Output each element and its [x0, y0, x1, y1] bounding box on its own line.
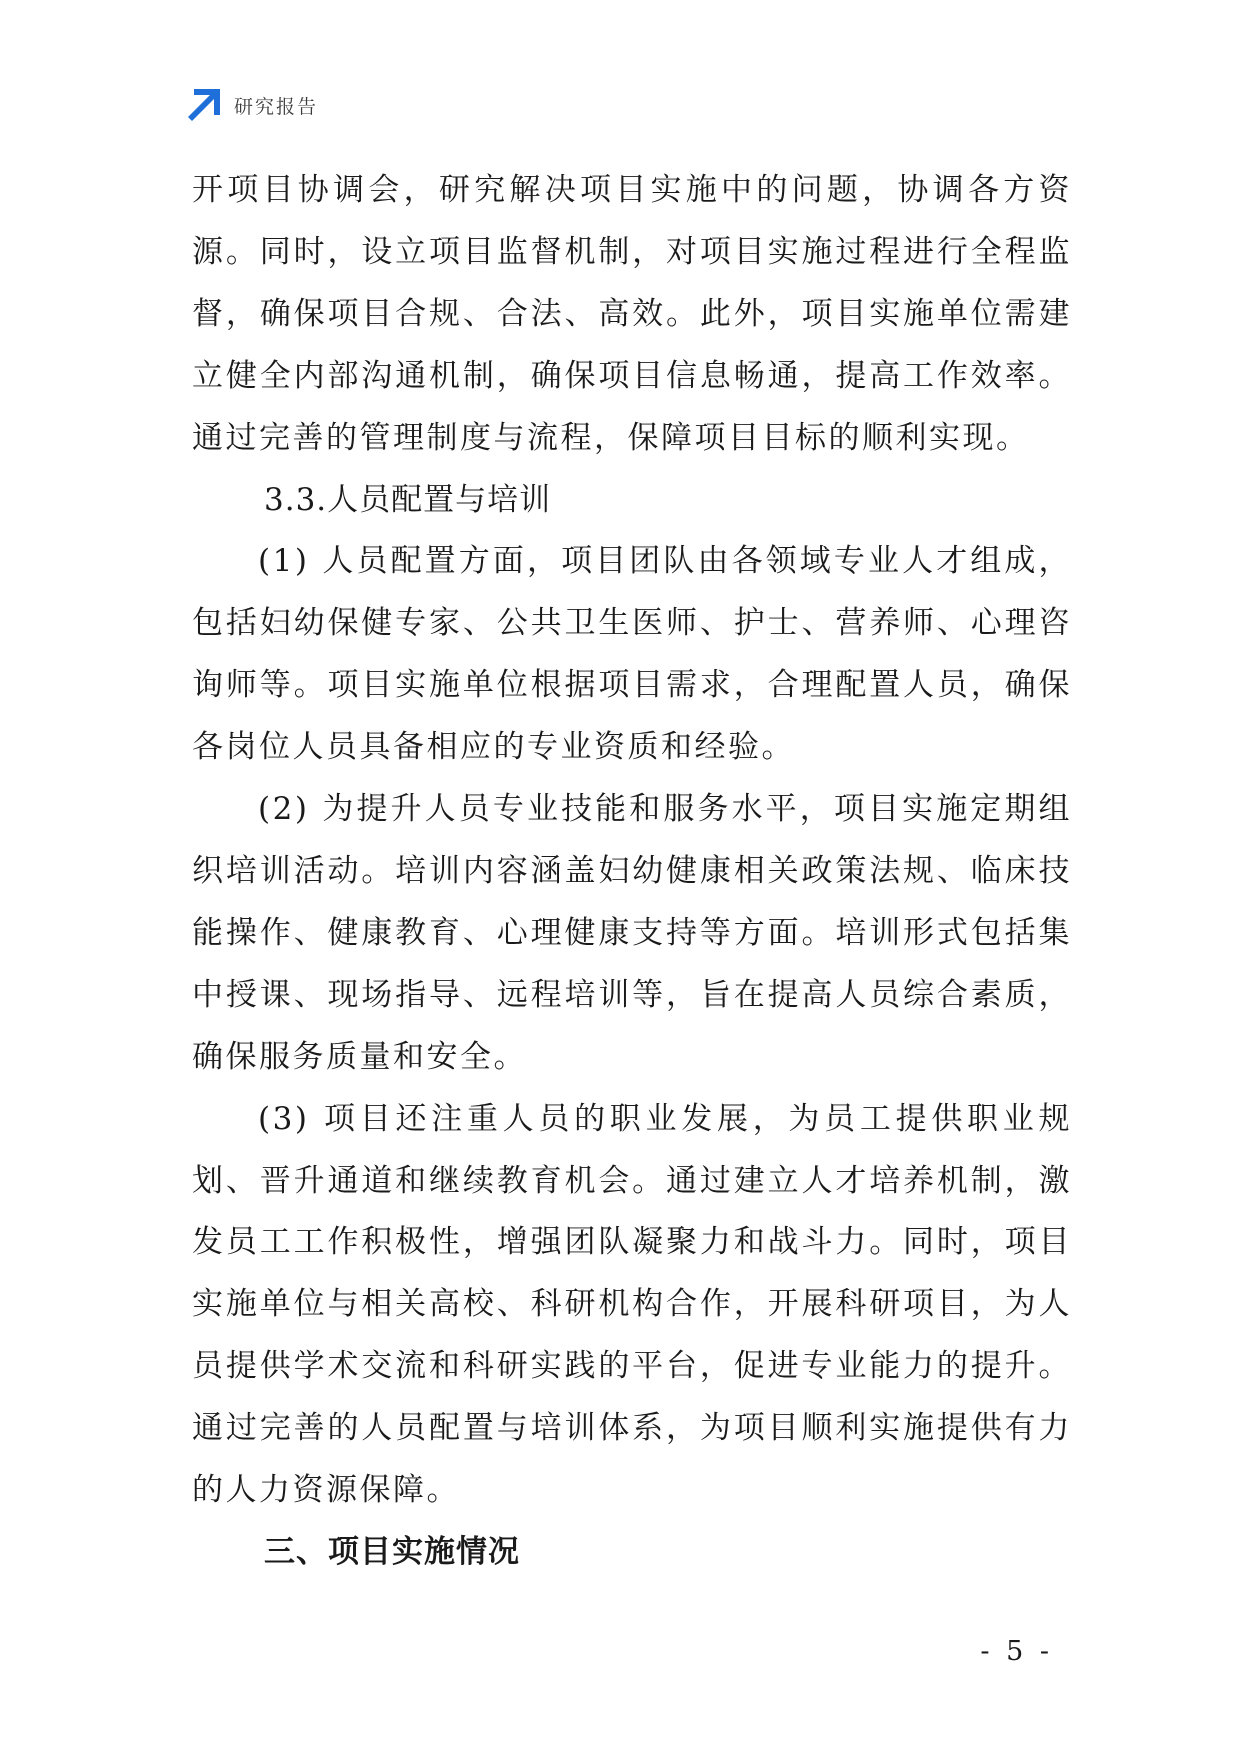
- page-header: [188, 88, 318, 122]
- paragraph-career: (3) 项目还注重人员的职业发展，为员工提供职业规划、晋升通道和继续教育机会。通过建立人才培养机制，激发员工工作积极性，增强团队凝聚力和战斗力。同时，项目实施单位与相关高校、科研机构合作，开展科研项目，为人员提供学术交流和科研实践的平台，促进专业能力的提升。通过完善的人员配置与培训体系，为项目顺利实施提供有力的人力资源保障。: [192, 1100, 1072, 1509]
- paragraph-continued: 开项目协调会，研究解决项目实施中的问题，协调各方资源。同时，设立项目监督机制，对项目实施过程进行全程监督，确保项目合规、合法、高效。此外，项目实施单位需建立健全内部沟通机制，确保项目信息畅通，提高工作效率。通过完善的管理制度与流程，保障项目目标的顺利实现。: [192, 172, 1072, 456]
- header-title: 研究报告: [234, 95, 319, 118]
- chapter-heading: 三、项目实施情况: [264, 1533, 520, 1570]
- paragraph-staffing: (1) 人员配置方面，项目团队由各领域专业人才组成，包括妇幼保健专家、公共卫生医师、护士、营养师、心理咨询师等。项目实施单位根据项目需求，合理配置人员，确保各岗位人员具备相应的专业资质和经验。: [192, 543, 1072, 766]
- section-heading: 3.3.人员配置与培训: [264, 481, 552, 518]
- document-body: [192, 160, 1072, 1584]
- paragraph-training: (2) 为提升人员专业技能和服务水平，项目实施定期组织培训活动。培训内容涵盖妇幼健康相关政策法规、临床技能操作、健康教育、心理健康支持等方面。培训形式包括集中授课、现场指导、远程培训等，旨在提高人员综合素质，确保服务质量和安全。: [192, 791, 1072, 1075]
- arrow-up-right-icon: [188, 89, 220, 121]
- page-number: - 5 -: [980, 1636, 1053, 1667]
